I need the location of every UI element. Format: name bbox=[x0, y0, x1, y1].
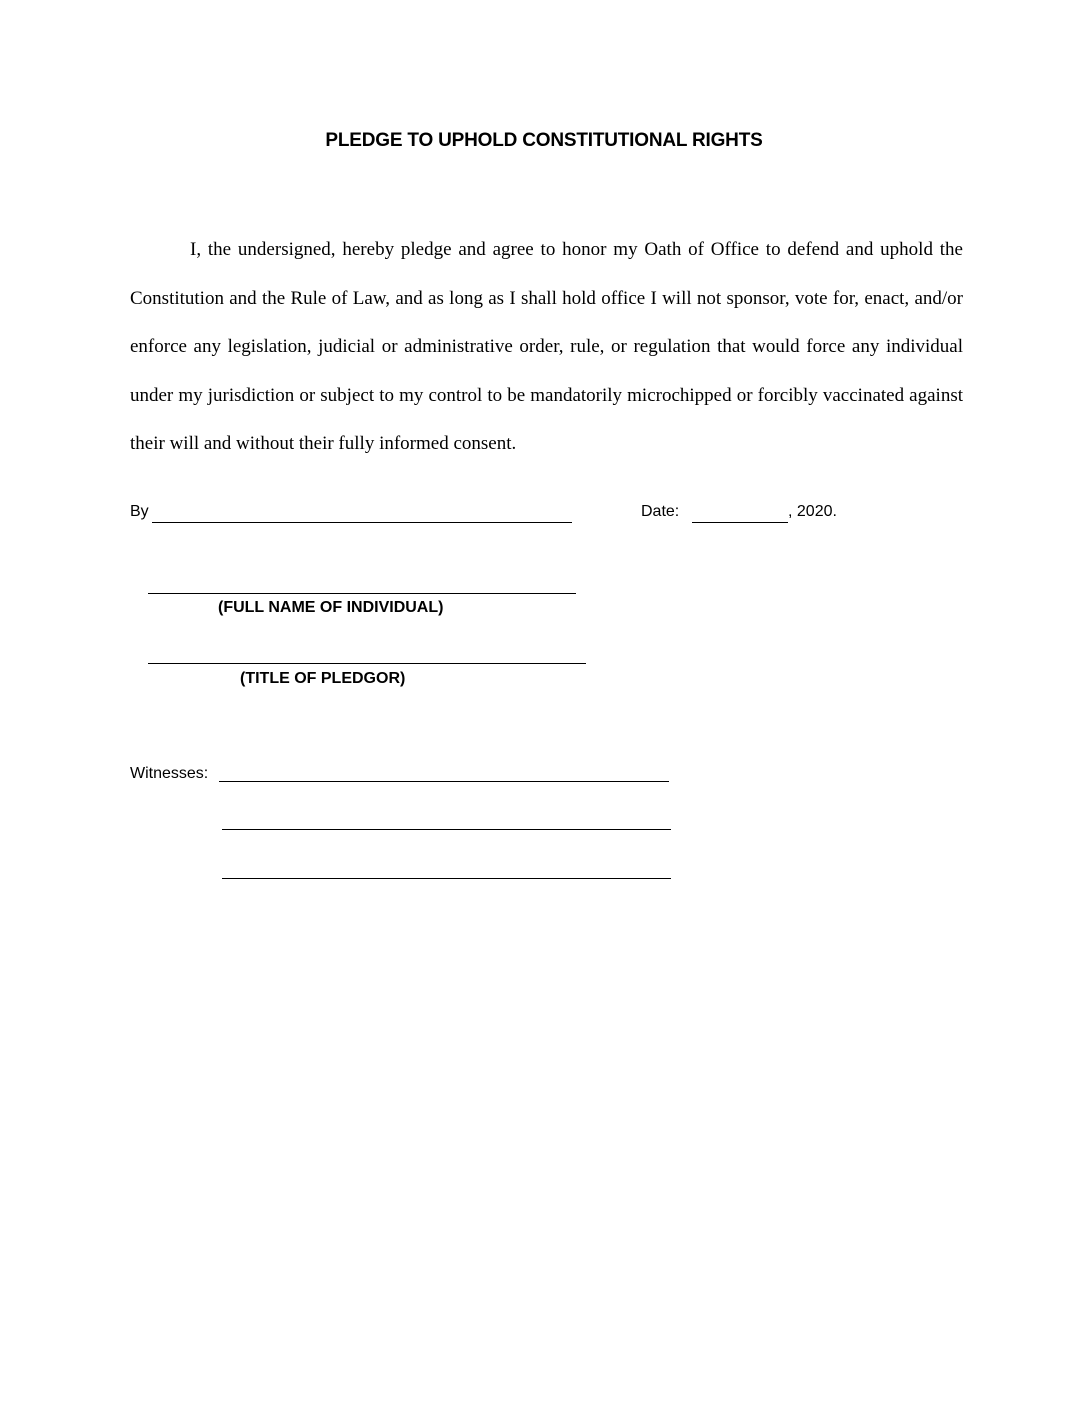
full-name-caption: (FULL NAME OF INDIVIDUAL) bbox=[218, 599, 444, 616]
full-name-line[interactable] bbox=[148, 593, 576, 594]
date-line[interactable] bbox=[692, 522, 788, 523]
witnesses-label: Witnesses: bbox=[130, 765, 209, 782]
date-label: Date: bbox=[641, 503, 680, 520]
signature-line[interactable] bbox=[152, 522, 572, 523]
witness-line-2[interactable] bbox=[222, 829, 671, 830]
witness-line-1[interactable] bbox=[219, 781, 669, 782]
date-year: , 2020. bbox=[788, 503, 837, 520]
title-caption: (TITLE OF PLEDGOR) bbox=[240, 670, 406, 687]
pledge-body: I, the undersigned, hereby pledge and agree to honor my Oath of Office to defend and uphold the Constitution and the Rule of Law, and as long as I shall hold office I will not sponsor, vote for, enact, and/or enforce any legislation, judicial or administrative order, rule, or regulation that would force any individual under my jurisdiction or subject to my control to be mandatorily microchipped or forcibly vaccinated against their will and without their fully informed consent. bbox=[130, 239, 963, 454]
title-line[interactable] bbox=[148, 663, 586, 664]
document-title: PLEDGE TO UPHOLD CONSTITUTIONAL RIGHTS bbox=[325, 130, 763, 151]
by-label: By bbox=[130, 503, 149, 520]
witness-line-3[interactable] bbox=[222, 878, 671, 879]
